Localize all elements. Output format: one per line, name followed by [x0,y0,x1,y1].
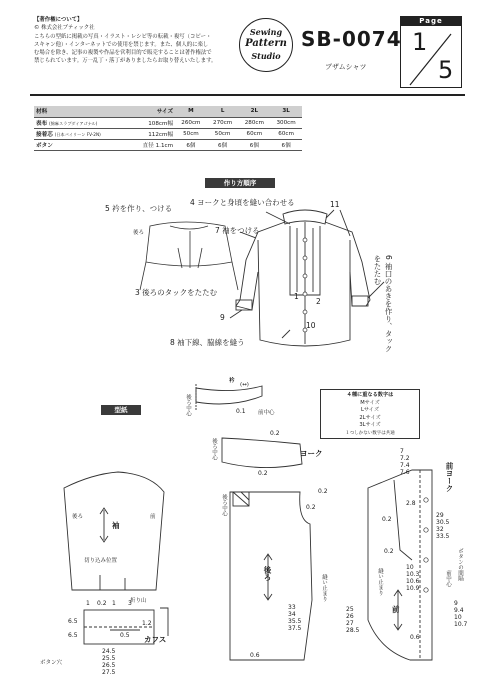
logo-line: Studio [251,51,281,61]
legend-m: Mサイズ [360,399,380,406]
back-body-num: 0.6 [250,652,260,659]
front-num: 2.8 [406,500,416,507]
front-num: 10.6 [406,578,420,585]
front-num: 10.9 [406,585,420,592]
table-header: 3L [270,106,302,117]
front-left-num: 28.5 [346,627,360,634]
button-spacing-num: 10 [454,614,462,621]
front-num: 7.6 [400,469,410,476]
table-cell: 260cm [175,117,207,128]
legend-3l: 3Lサイズ [359,422,381,429]
back-body-size: 35.5 [288,618,302,625]
copyright-line: スキャン他）・インターネットでの使用を禁じます。また、個人的に楽し [34,41,209,48]
step-4-label: 4 ヨークと身頃を縫い合わせる [190,198,295,207]
collar-label: 衿 [229,378,235,384]
cuff-label: カフス [144,635,167,644]
table-cell: 280cm [238,117,270,128]
cuff-num: 1.2 [142,620,152,627]
collar-front-center: 前中心 [258,410,275,416]
back-body-size: 34 [288,611,296,618]
back-label: 後ろ [133,230,145,236]
table-cell: 6個 [270,139,302,150]
front-body-label: 前 [392,605,400,614]
table-cell: 6個 [175,139,207,150]
front-num: 7 [400,448,404,455]
copyright-line: こちらの型紙に掲載の写真・イラスト・レシピ等の転載・複写（コピー・ [34,33,212,40]
cuff-num: 1 [86,600,90,607]
cuff-size: 27.5 [102,669,116,676]
legend-note: １つしかない数字は共通 [345,430,395,436]
step-6-label: 6 袖口のあきを作り、タックをたたむ [373,255,393,353]
button-spacing-num: 9.4 [454,607,464,614]
table-cell: 300cm [270,117,302,128]
sleeve-fold-label: 折り山 [130,598,147,604]
front-misc-num: 0.6 [410,634,420,641]
cuff-button-hole: ボタン穴 [40,660,63,666]
logo-line: Sewing [249,27,283,37]
table-header: M [175,106,207,117]
pattern-code: SB-0074 [301,27,402,51]
step-9-label: 9 [220,313,225,322]
front-num: 7.4 [400,462,410,469]
legend-2l: 2Lサイズ [359,414,381,421]
front-misc-num: 0.2 [382,516,392,523]
button-spacing-label: ボタンの間隔 [457,548,463,581]
material-name: 表布 [36,120,48,127]
back-body-center: 後ろ中心 [221,494,227,516]
sleeve-back-label: 後ろ [72,514,84,520]
table-cell: 112cm幅 [128,128,175,139]
cuff-size: 24.5 [102,648,116,655]
table-cell: 270cm [207,117,239,128]
yoke-back-center: 後ろ中心 [211,438,217,460]
front-left-num: 25 [346,606,354,613]
step-2-label: 2 [316,297,321,306]
front-num: 10 [406,564,414,571]
table-cell: 50cm [207,128,239,139]
size-legend [320,389,420,439]
table-cell: 108cm幅 [128,117,175,128]
step-5-label: 5 衿を作り、つける [105,204,173,213]
legend-l: Lサイズ [360,407,380,414]
material-note: (綿麻スラブダイアゴナル) [48,120,98,126]
sleeve-label: 袖 [112,521,120,530]
front-left-num: 26 [346,613,354,620]
copyright-title: 【著作権について】 [34,17,83,23]
cuff-num: 1 [112,600,116,607]
front-num: 29 [436,512,444,519]
copyright-line: © 株式会社ブティック社 [34,25,95,32]
yoke-num: 0.2 [258,470,268,477]
table-header: L [207,106,239,117]
front-body-center: 前中心 [445,570,451,587]
back-body-num: 0.2 [306,504,316,511]
table-header: サイズ [128,106,175,117]
step-1-label: 1 [294,292,299,301]
cuff-num: 0.5 [120,632,130,639]
back-body-size: 33 [288,604,296,611]
front-num: 32 [436,526,444,533]
back-body-size: 37.5 [288,625,302,632]
cuff-size: 26.5 [102,662,116,669]
table-header: 材料 [34,106,128,117]
front-num: 30.5 [436,519,450,526]
front-misc-num: 0.2 [384,548,394,555]
button-spacing-num: 10.7 [454,621,468,628]
table-cell: 50cm [175,128,207,139]
page-label: Page [400,16,462,26]
logo-line: Pattern [245,38,287,49]
copyright-line: 禁じられています。万一乱丁・落丁がありましたらお取り替えいたします。 [34,58,217,65]
front-left-num: 27 [346,620,354,627]
step-11-label: 11 [330,200,340,209]
howto-title: 作り方順序 [205,178,275,188]
collar-arrow: (↔) [240,382,249,388]
sleeve-front-label: 前 [150,514,156,520]
copyright-line: む場合を除き、記事の複製や作品を営利目的で販売することは著作権法で [34,50,212,57]
cuff-size: 25.5 [102,655,116,662]
front-body-side: 縫い止まり [377,568,383,596]
table-cell: 直径 1.1cm [128,139,175,150]
collar-back-center: 後ろ中心 [185,394,191,416]
table-cell: 60cm [270,128,302,139]
front-num: 7.2 [400,455,410,462]
material-name: ボタン [36,142,53,149]
pattern-title: 型紙 [101,405,141,415]
cuff-num: 6.5 [68,632,78,639]
sleeve-slit-label: 切り込み位置 [84,558,118,564]
cuff-num: 6.5 [68,618,78,625]
back-body-label: 後ろ [263,566,272,581]
cuff-num: 0.2 [97,600,107,607]
table-cell: 6個 [238,139,270,150]
legend-title: ４種に重なる数字は [346,392,394,398]
table-cell: 60cm [238,128,270,139]
collar-num: 0.1 [236,408,246,415]
table-cell: 6個 [207,139,239,150]
front-num: 33.5 [436,533,450,540]
step-3-label: 3 後ろのタックをたたむ [135,288,218,297]
material-name: 接着芯 [36,131,53,138]
product-name: ブザムシャツ [325,63,367,71]
step-7-label: 7 袖をつける [215,226,260,235]
yoke-num: 0.2 [270,430,280,437]
table-header: 2L [238,106,270,117]
page-total: 5 [438,56,454,84]
cuff-num: 3 [128,600,132,607]
button-spacing-num: 9 [454,600,458,607]
step-8-label: 8 袖下線、脇線を縫う [170,338,245,347]
step-10-label: 10 [306,321,316,330]
front-num: 10.3 [406,571,420,578]
yoke-label: ヨーク [300,449,323,458]
page-current: 1 [412,28,428,56]
front-yoke-label: 前ヨーク [445,462,454,492]
back-body-side: 縫い止まり [321,574,327,602]
material-note: (日本バイリーン FV-2N) [54,131,101,137]
back-body-num: 0.2 [318,488,328,495]
